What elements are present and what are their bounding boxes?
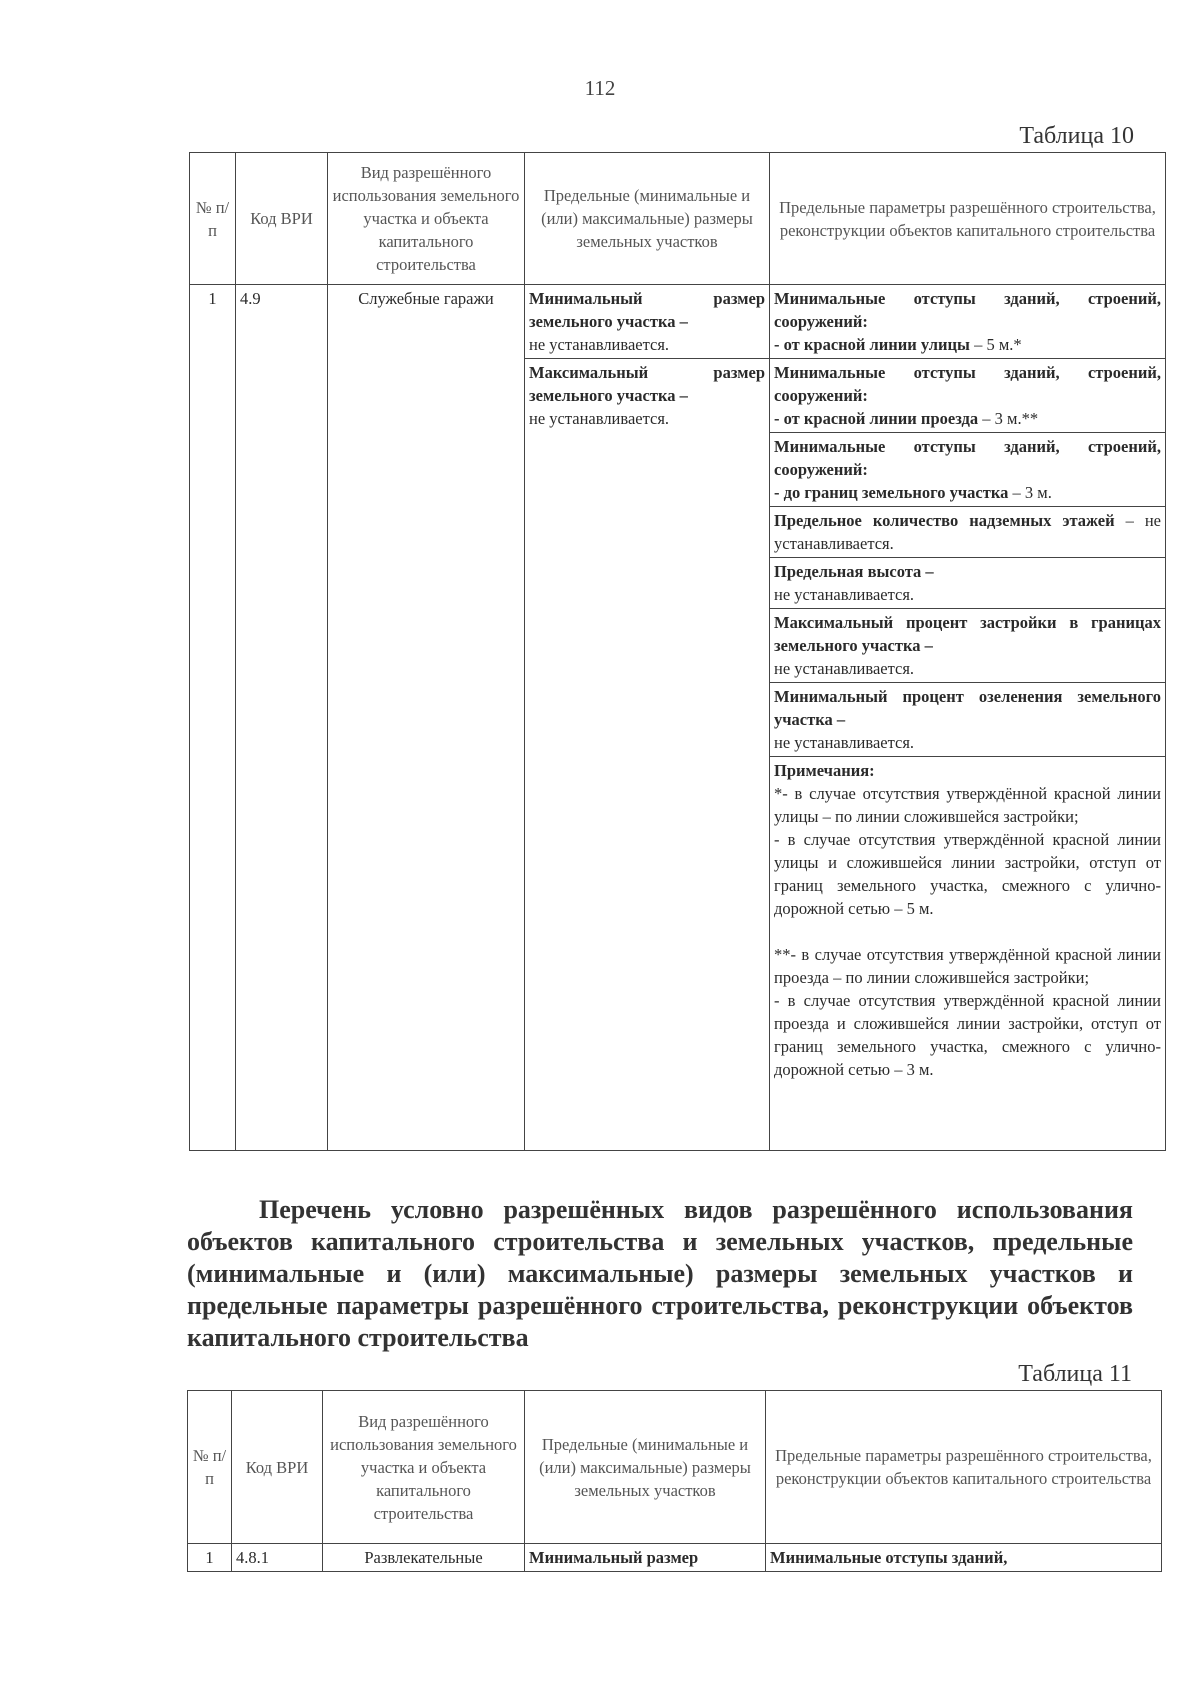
header-code: Код ВРИ [232,1391,323,1544]
param-qualifier: - от красной линии улицы [774,335,970,354]
param-label: Минимальный процент озеленения земельного участка – [774,687,1161,729]
cell-params [770,285,1166,1151]
limit-min-label: Минимальный размер земельного участка – [529,289,765,331]
header-kind: Вид разрешённого использования земельного участка и объекта капитального строительства [323,1391,525,1544]
header-params: Предельные параметры разрешённого строительства, реконструкции объектов капитального строительства [770,153,1166,285]
header-num: № п/п [188,1391,232,1544]
section-heading: Перечень условно разрешённых видов разрешённого использования объектов капитального строительства и земельных участков, предельные (минимальные и (или) максимальные) размеры земельных участков и предельные параметры разрешённого строительства, реконструкции объектов капитального строительства [187,1195,1133,1352]
table-header-row [188,1391,1162,1544]
limit-max-label: Максимальный размер земельного участка – [529,363,765,405]
param-value: – 5 м.* [969,335,1022,354]
param-label: Максимальный процент застройки в границах земельного участка – [774,613,1161,655]
page-number: 112 [584,76,616,100]
param-qualifier: - от красной линии проезда [774,409,979,428]
param-label: Минимальные отступы зданий, строений, сооружений: [774,363,1161,405]
notes-title: Примечания: [774,761,875,780]
header-code: Код ВРИ [236,153,328,285]
param-value: не устанавливается. [774,733,915,752]
table-row [188,1544,1162,1572]
notes-item [770,757,1165,1084]
param-value: – 3 м.** [978,409,1039,428]
param-item [770,285,1165,359]
cell-num: 1 [190,285,236,1151]
table-header-row [190,153,1166,285]
param-value: не устанавливается. [774,659,915,678]
cell-code: 4.8.1 [232,1544,323,1572]
table-10 [189,152,1166,1151]
param-value: – не устанавливается. [774,511,1161,553]
params-list [770,285,1165,1083]
header-limits: Предельные (минимальные и (или) максимальные) размеры земельных участков [525,1391,766,1544]
header-limits: Предельные (минимальные и (или) максимальные) размеры земельных участков [525,153,770,285]
param-label: Предельное количество надземных этажей [774,511,1115,530]
table-11 [187,1390,1162,1572]
param-item [770,359,1165,433]
note-paragraph: - в случае отсутствия утверждённой красной линии улицы и сложившейся линии застройки, отступ от границ земельного участка, смежного с улично-дорожной сетью – 5 м. [774,830,1161,918]
cell-num: 1 [188,1544,232,1572]
limits-list [525,285,769,432]
notes-spacer [774,920,1161,943]
cell-code: 4.9 [236,285,328,1151]
cell-params: Минимальные отступы зданий, [766,1544,1162,1572]
param-item [770,609,1165,683]
param-label: Предельная высота – [774,562,934,581]
param-label: Минимальные отступы зданий, строений, сооружений: [774,437,1161,479]
param-value: не устанавливается. [774,585,915,604]
header-num: № п/п [190,153,236,285]
limit-min-value: не устанавливается. [529,335,670,354]
param-item [770,683,1165,757]
limit-max-value: не устанавливается. [529,409,670,428]
note-paragraph: *- в случае отсутствия утверждённой красной линии улицы – по линии сложившейся застройки; [774,784,1161,826]
table-10-caption: Таблица 10 [1019,123,1134,149]
param-qualifier: - до границ земельного участка [774,483,1009,502]
param-item [770,433,1165,507]
limit-item [525,285,769,359]
param-item [770,558,1165,609]
cell-limits: Минимальный размер [525,1544,766,1572]
param-value: – 3 м. [1008,483,1052,502]
limit-item [525,359,769,433]
note-paragraph: - в случае отсутствия утверждённой красной линии проезда и сложившейся линии застройки, отступ от границ земельного участка, смежного с улично-дорожной сетью – 3 м. [774,991,1161,1079]
note-paragraph: **- в случае отсутствия утверждённой красной линии проезда – по линии сложившейся застройки; [774,945,1161,987]
table-11-caption: Таблица 11 [1018,1361,1132,1387]
cell-limits [525,285,770,1151]
cell-kind: Развлекательные [323,1544,525,1572]
param-label: Минимальные отступы зданий, строений, сооружений: [774,289,1161,331]
header-params: Предельные параметры разрешённого строительства, реконструкции объектов капитального строительства [766,1391,1162,1544]
header-kind: Вид разрешённого использования земельного участка и объекта капитального строительства [328,153,525,285]
cell-kind: Служебные гаражи [328,285,525,1151]
param-item [770,507,1165,558]
table-row [190,285,1166,1151]
